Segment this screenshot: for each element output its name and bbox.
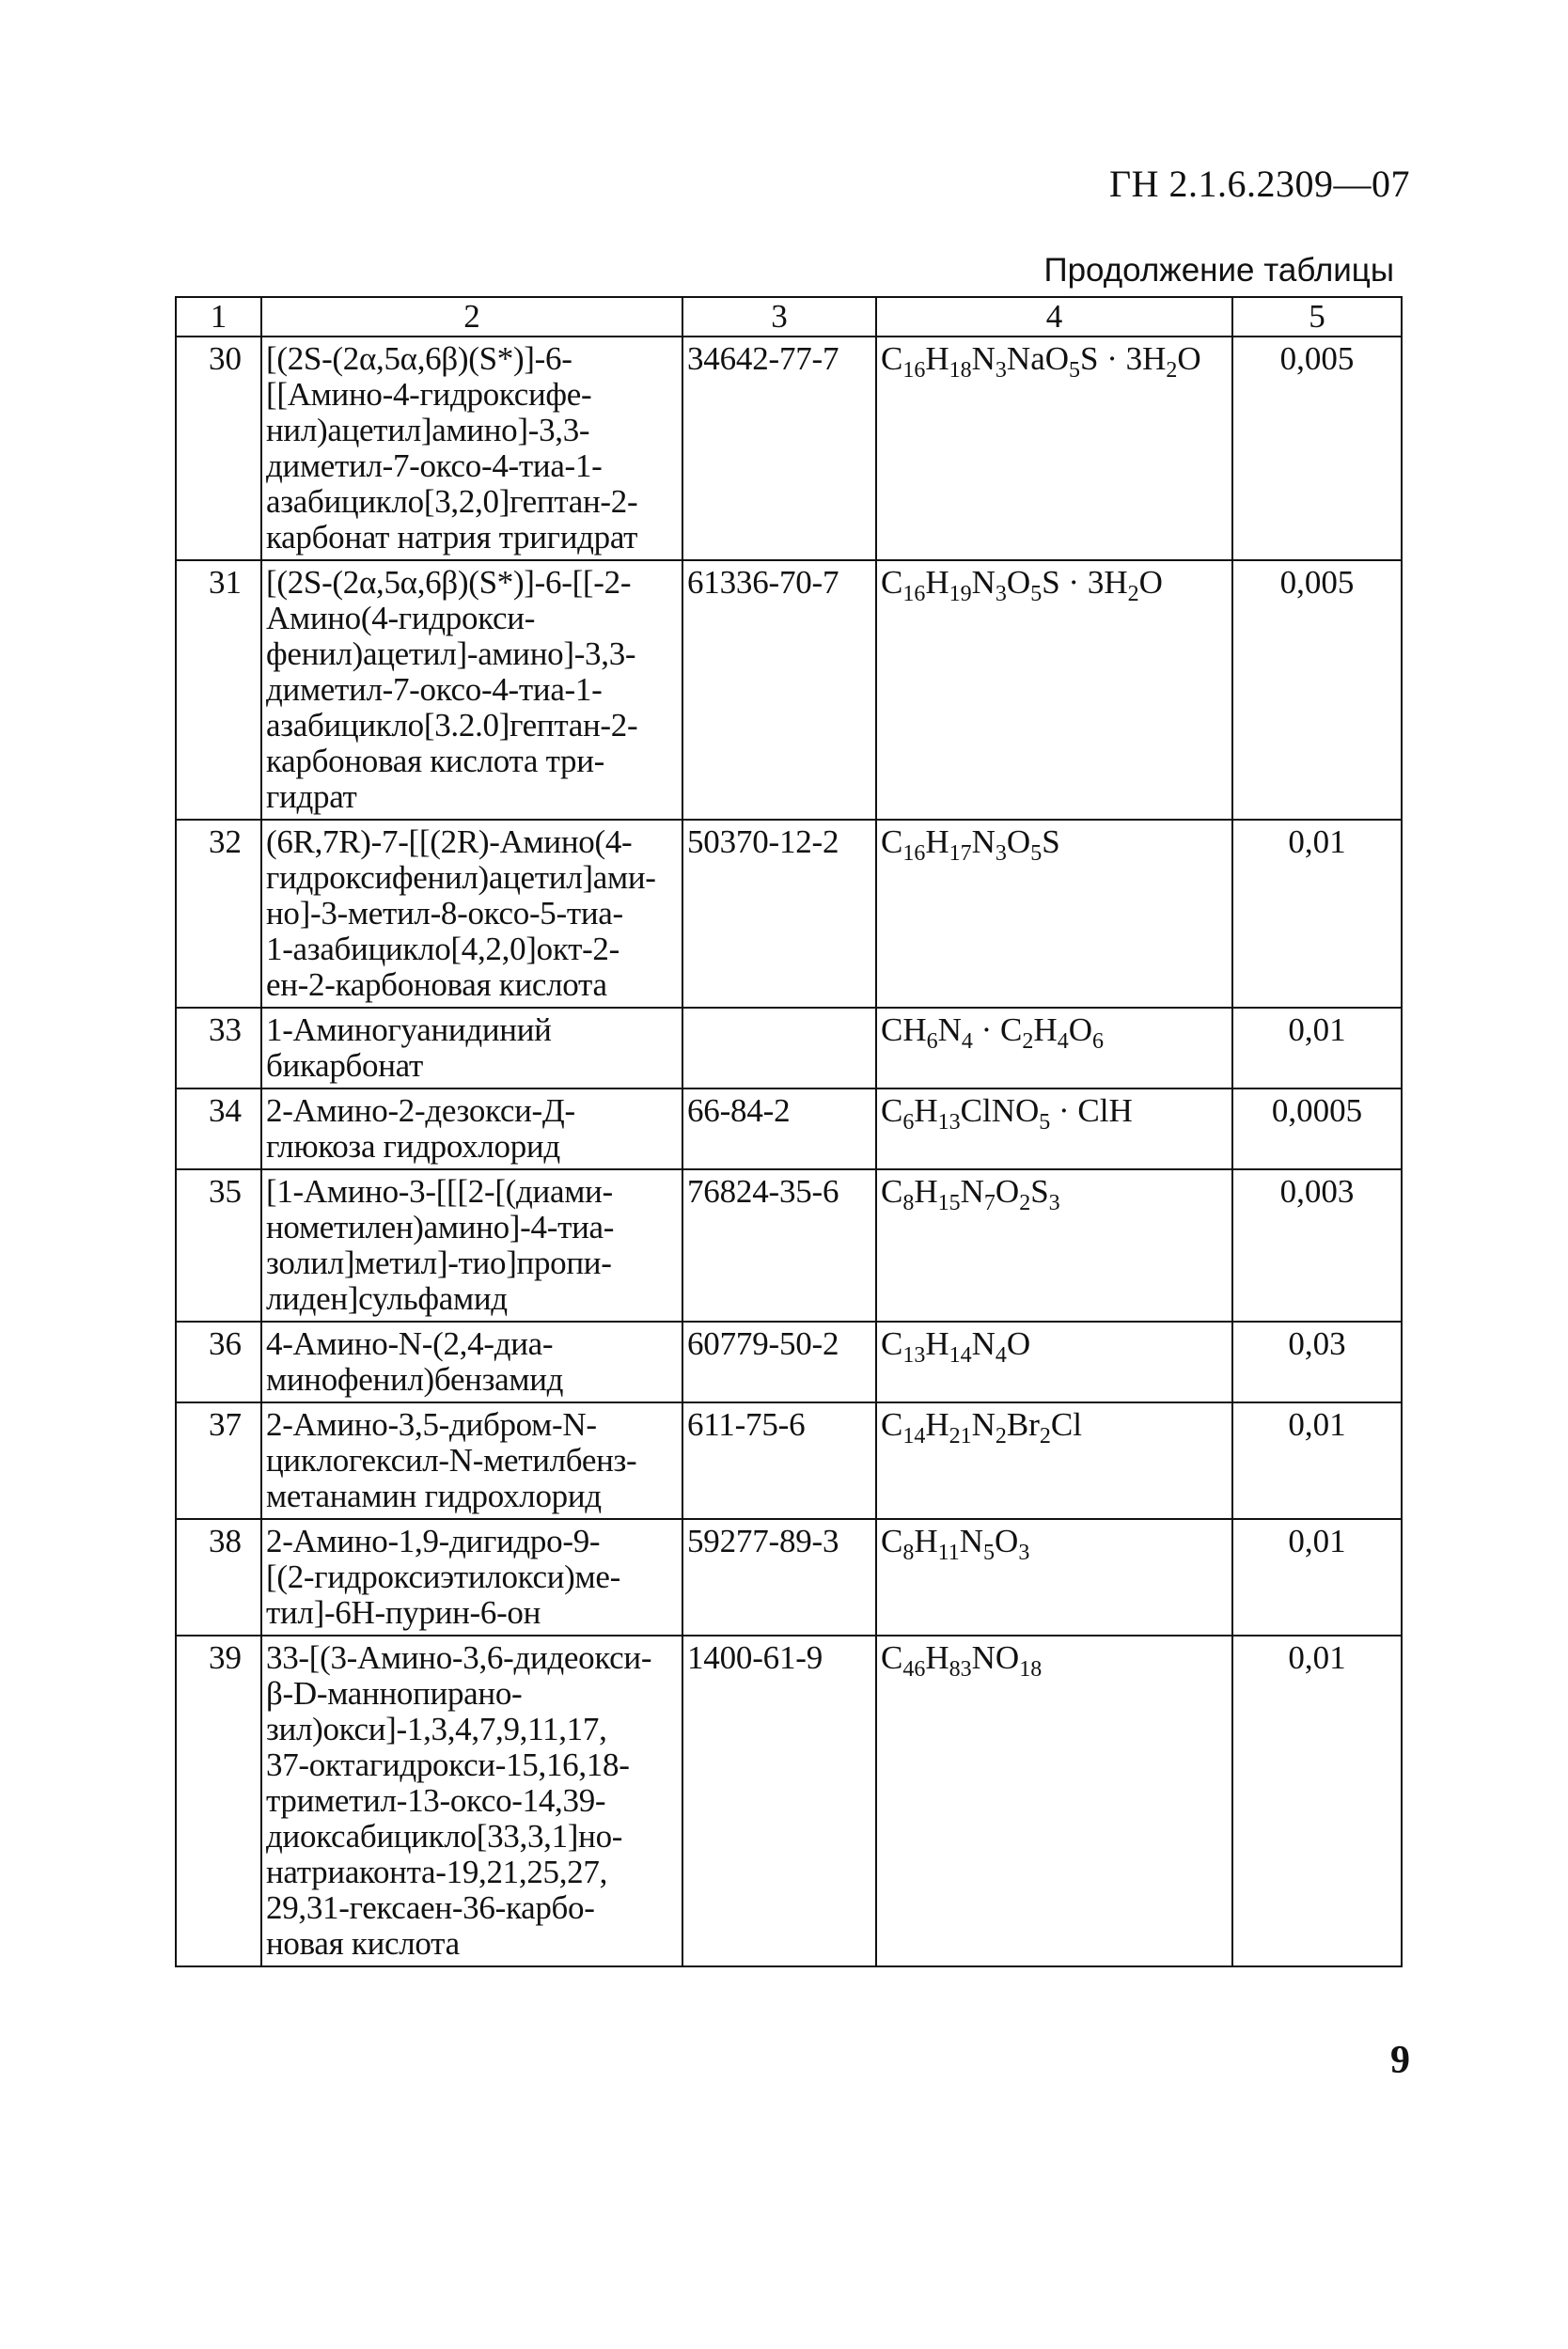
substance-name [261, 1402, 682, 1519]
substance-name-line: натриаконта-19,21,25,27, [266, 1854, 608, 1890]
formula-subscript: 46 [902, 1657, 926, 1682]
substance-name [261, 560, 682, 820]
formula-subscript: 6 [902, 1110, 915, 1135]
formula-subscript: 18 [949, 358, 972, 383]
substance-name-line: 2-Амино-2-дезокси-Д- [266, 1092, 575, 1129]
formula-subscript: 16 [902, 358, 926, 383]
formula-subscript: 5 [1039, 1110, 1051, 1135]
substance-name-line: ен-2-карбоновая кислота [266, 966, 607, 1003]
chemical-formula [876, 337, 1232, 560]
row-number: 35 [176, 1169, 261, 1322]
substances-table [175, 296, 1403, 1967]
substance-name-line: азабицикло[3,2,0]гептан-2- [266, 483, 638, 520]
column-header-5: 5 [1232, 297, 1402, 337]
formula-subscript: 6 [1091, 1029, 1104, 1054]
formula-subscript: 7 [983, 1191, 996, 1215]
table-row [176, 1402, 1402, 1519]
formula-subscript: 6 [926, 1029, 938, 1054]
row-number: 31 [176, 560, 261, 820]
formula-text: S · 3H [1080, 340, 1167, 377]
formula-text: · ClH [1050, 1092, 1133, 1129]
chemical-formula [876, 1519, 1232, 1636]
substance-name [261, 820, 682, 1008]
substance-name-line: β-D-маннопирано- [266, 1675, 523, 1712]
formula-subscript: 2 [1039, 1424, 1051, 1449]
substance-name-line: [[Амино-4-гидроксифе- [266, 376, 592, 413]
formula-text: S [1042, 823, 1060, 860]
substance-name [261, 1008, 682, 1088]
substance-name-line: 4-Амино-N-(2,4-диа- [266, 1325, 554, 1362]
formula-text: O [1138, 564, 1163, 601]
substance-name-line: карбонат натрия тригидрат [266, 519, 638, 556]
formula-subscript: 4 [995, 1343, 1007, 1368]
substance-name-line: [1-Амино-3-[[[2-[(диами- [266, 1173, 613, 1210]
substance-name-line: 2-Амино-3,5-дибром-N- [266, 1406, 597, 1443]
column-header-2: 2 [261, 297, 682, 337]
substance-name-line: но]-3-метил-8-оксо-5-тиа- [266, 895, 623, 932]
substance-name-line: триметил-13-оксо-14,39- [266, 1782, 606, 1819]
cas-number: 1400-61-9 [682, 1636, 876, 1966]
formula-text: O [1006, 823, 1031, 860]
formula-text: C [881, 1092, 903, 1129]
formula-subscript: 17 [949, 841, 972, 866]
formula-subscript: 3 [1018, 1541, 1030, 1565]
formula-subscript: 3 [995, 582, 1007, 606]
formula-text: N [960, 1173, 984, 1210]
formula-subscript: 15 [937, 1191, 961, 1215]
substance-name-line: 33-[(3-Амино-3,6-дидеокси- [266, 1639, 652, 1676]
chemical-formula [876, 1169, 1232, 1322]
substance-name-line: гидроксифенил)ацетил]ами- [266, 859, 656, 896]
formula-text: H [914, 1173, 938, 1210]
substance-name-line: диметил-7-оксо-4-тиа-1- [266, 447, 603, 484]
concentration-value: 0,01 [1232, 1008, 1402, 1088]
formula-text: H [914, 1523, 938, 1559]
row-number: 38 [176, 1519, 261, 1636]
formula-subscript: 2 [1127, 582, 1139, 606]
table-row [176, 820, 1402, 1008]
formula-text: H [925, 1406, 949, 1443]
concentration-value: 0,01 [1232, 1519, 1402, 1636]
formula-subscript: 5 [1069, 358, 1081, 383]
row-number: 30 [176, 337, 261, 560]
formula-text: O [1006, 1325, 1031, 1362]
formula-text: C [881, 1523, 903, 1559]
cas-number: 76824-35-6 [682, 1169, 876, 1322]
cas-number [682, 1008, 876, 1088]
concentration-value: 0,003 [1232, 1169, 1402, 1322]
formula-text: C [881, 1406, 903, 1443]
formula-subscript: 13 [902, 1343, 926, 1368]
cas-number: 59277-89-3 [682, 1519, 876, 1636]
substance-name-line: 1-Аминогуанидиний [266, 1011, 552, 1048]
formula-text: N [971, 1325, 996, 1362]
substance-name-line: азабицикло[3.2.0]гептан-2- [266, 707, 638, 744]
cas-number: 61336-70-7 [682, 560, 876, 820]
formula-subscript: 16 [902, 841, 926, 866]
formula-subscript: 21 [949, 1424, 972, 1449]
table-row [176, 560, 1402, 820]
concentration-value: 0,01 [1232, 820, 1402, 1008]
cas-number: 50370-12-2 [682, 820, 876, 1008]
formula-text: CH [881, 1011, 927, 1048]
formula-text: O [1068, 1011, 1092, 1048]
formula-subscript: 13 [937, 1110, 961, 1135]
substance-name-line: зил)окси]-1,3,4,7,9,11,17, [266, 1711, 607, 1747]
substance-name-line: 37-октагидрокси-15,16,18- [266, 1746, 630, 1783]
formula-subscript: 2 [995, 1424, 1007, 1449]
substance-name-line: [(2-гидроксиэтилокси)ме- [266, 1558, 620, 1595]
substance-name-line: лиден]сульфамид [266, 1280, 508, 1317]
concentration-value: 0,005 [1232, 337, 1402, 560]
table-continuation-label: Продолжение таблицы [1043, 252, 1394, 289]
concentration-value: 0,01 [1232, 1636, 1402, 1966]
formula-text: H [925, 340, 949, 377]
substance-name [261, 337, 682, 560]
formula-text: H [925, 564, 949, 601]
formula-text: · C [972, 1011, 1023, 1048]
substance-name-line: тил]-6H-пурин-6-он [266, 1594, 541, 1631]
formula-text: O [995, 1173, 1020, 1210]
formula-text: C [881, 564, 903, 601]
formula-subscript: 2 [1166, 358, 1178, 383]
table-row [176, 1636, 1402, 1966]
chemical-formula [876, 1402, 1232, 1519]
formula-text: N [959, 1523, 984, 1559]
concentration-value: 0,03 [1232, 1322, 1402, 1402]
formula-text: O [1177, 340, 1201, 377]
substance-name-line: циклогексил-N-метилбенз- [266, 1442, 637, 1479]
formula-text: S [1030, 1173, 1049, 1210]
formula-subscript: 5 [1030, 841, 1043, 866]
substance-name-line: бикарбонат [266, 1047, 424, 1084]
substance-name-line: [(2S-(2α,5α,6β)(S*)]-6- [266, 340, 572, 377]
formula-text: H [925, 823, 949, 860]
substance-name [261, 1636, 682, 1966]
chemical-formula [876, 1088, 1232, 1169]
formula-subscript: 5 [1030, 582, 1043, 606]
table-row [176, 1008, 1402, 1088]
formula-text: N [971, 340, 996, 377]
substance-name-line: новая кислота [266, 1925, 460, 1962]
column-header-3: 3 [682, 297, 876, 337]
formula-text: C [881, 823, 903, 860]
formula-text: C [881, 1325, 903, 1362]
formula-text: Br [1006, 1406, 1040, 1443]
formula-text: H [925, 1639, 949, 1676]
substance-name-line: 29,31-гексаен-36-карбо- [266, 1889, 595, 1926]
chemical-formula [876, 560, 1232, 820]
formula-text: N [971, 1406, 996, 1443]
cas-number: 611-75-6 [682, 1402, 876, 1519]
table-row [176, 337, 1402, 560]
column-header-1: 1 [176, 297, 261, 337]
substance-name-line: карбоновая кислота три- [266, 743, 604, 779]
formula-subscript: 2 [1022, 1029, 1034, 1054]
substance-name [261, 1519, 682, 1636]
substance-name-line: [(2S-(2α,5α,6β)(S*)]-6-[[-2- [266, 564, 632, 601]
cas-number: 60779-50-2 [682, 1322, 876, 1402]
formula-text: H [1033, 1011, 1058, 1048]
concentration-value: 0,0005 [1232, 1088, 1402, 1169]
row-number: 36 [176, 1322, 261, 1402]
row-number: 33 [176, 1008, 261, 1088]
substance-name-line: глюкоза гидрохлорид [266, 1128, 560, 1165]
row-number: 37 [176, 1402, 261, 1519]
substance-name [261, 1322, 682, 1402]
substance-name-line: (6R,7R)-7-[[(2R)-Амино(4- [266, 823, 633, 860]
substance-name [261, 1088, 682, 1169]
formula-subscript: 14 [949, 1343, 972, 1368]
substance-name-line: минофенил)бензамид [266, 1361, 564, 1398]
substance-name-line: метанамин гидрохлорид [266, 1478, 602, 1514]
column-header-4: 4 [876, 297, 1232, 337]
formula-text: N [971, 823, 996, 860]
chemical-formula [876, 1322, 1232, 1402]
formula-text: NaO [1006, 340, 1070, 377]
formula-text: C [881, 340, 903, 377]
substance-name-line: диметил-7-оксо-4-тиа-1- [266, 671, 603, 708]
concentration-value: 0,01 [1232, 1402, 1402, 1519]
cas-number: 66-84-2 [682, 1088, 876, 1169]
substance-name-line: Амино(4-гидрокси- [266, 600, 536, 636]
page-number: 9 [1390, 2039, 1410, 2082]
formula-text: O [1006, 564, 1031, 601]
formula-subscript: 5 [983, 1541, 996, 1565]
table-row [176, 1169, 1402, 1322]
formula-subscript: 4 [961, 1029, 973, 1054]
substance-name-line: нометилен)амино]-4-тиа- [266, 1209, 615, 1245]
table-header-row [176, 297, 1402, 337]
chemical-formula [876, 1008, 1232, 1088]
table-row [176, 1088, 1402, 1169]
formula-subscript: 11 [937, 1541, 960, 1565]
substance-name-line: фенил)ацетил]-амино]-3,3- [266, 635, 636, 672]
row-number: 32 [176, 820, 261, 1008]
formula-subscript: 14 [902, 1424, 926, 1449]
formula-text: H [914, 1092, 938, 1129]
formula-subscript: 83 [949, 1657, 972, 1682]
formula-text: C [881, 1173, 903, 1210]
table-row [176, 1322, 1402, 1402]
cas-number: 34642-77-7 [682, 337, 876, 560]
substance-name-line: диоксабицикло[33,3,1]но- [266, 1818, 623, 1855]
formula-subscript: 3 [995, 358, 1007, 383]
document-code: ГН 2.1.6.2309—07 [1108, 163, 1410, 205]
substance-name-line: 1-азабицикло[4,2,0]окт-2- [266, 931, 619, 967]
formula-subscript: 16 [902, 582, 926, 606]
formula-text: C [881, 1639, 903, 1676]
substance-name-line: гидрат [266, 778, 357, 815]
formula-text: S · 3H [1042, 564, 1128, 601]
formula-text: O [995, 1523, 1019, 1559]
substance-name-line: 2-Амино-1,9-дигидро-9- [266, 1523, 601, 1559]
formula-text: ClNO [960, 1092, 1040, 1129]
row-number: 39 [176, 1636, 261, 1966]
formula-subscript: 18 [1019, 1657, 1043, 1682]
substance-name [261, 1169, 682, 1322]
chemical-formula [876, 820, 1232, 1008]
formula-subscript: 8 [902, 1541, 915, 1565]
formula-text: N [937, 1011, 962, 1048]
formula-text: N [971, 564, 996, 601]
formula-subscript: 3 [995, 841, 1007, 866]
substance-name-line: нил)ацетил]амино]-3,3- [266, 412, 590, 448]
chemical-formula [876, 1636, 1232, 1966]
substance-name-line: золил]метил]-тио]пропи- [266, 1245, 612, 1281]
formula-text: Cl [1050, 1406, 1082, 1443]
formula-text: H [925, 1325, 949, 1362]
concentration-value: 0,005 [1232, 560, 1402, 820]
formula-subscript: 8 [902, 1191, 915, 1215]
formula-subscript: 19 [949, 582, 972, 606]
formula-subscript: 3 [1048, 1191, 1060, 1215]
formula-text: NO [971, 1639, 1020, 1676]
row-number: 34 [176, 1088, 261, 1169]
table-row [176, 1519, 1402, 1636]
formula-subscript: 4 [1057, 1029, 1069, 1054]
formula-subscript: 2 [1019, 1191, 1031, 1215]
